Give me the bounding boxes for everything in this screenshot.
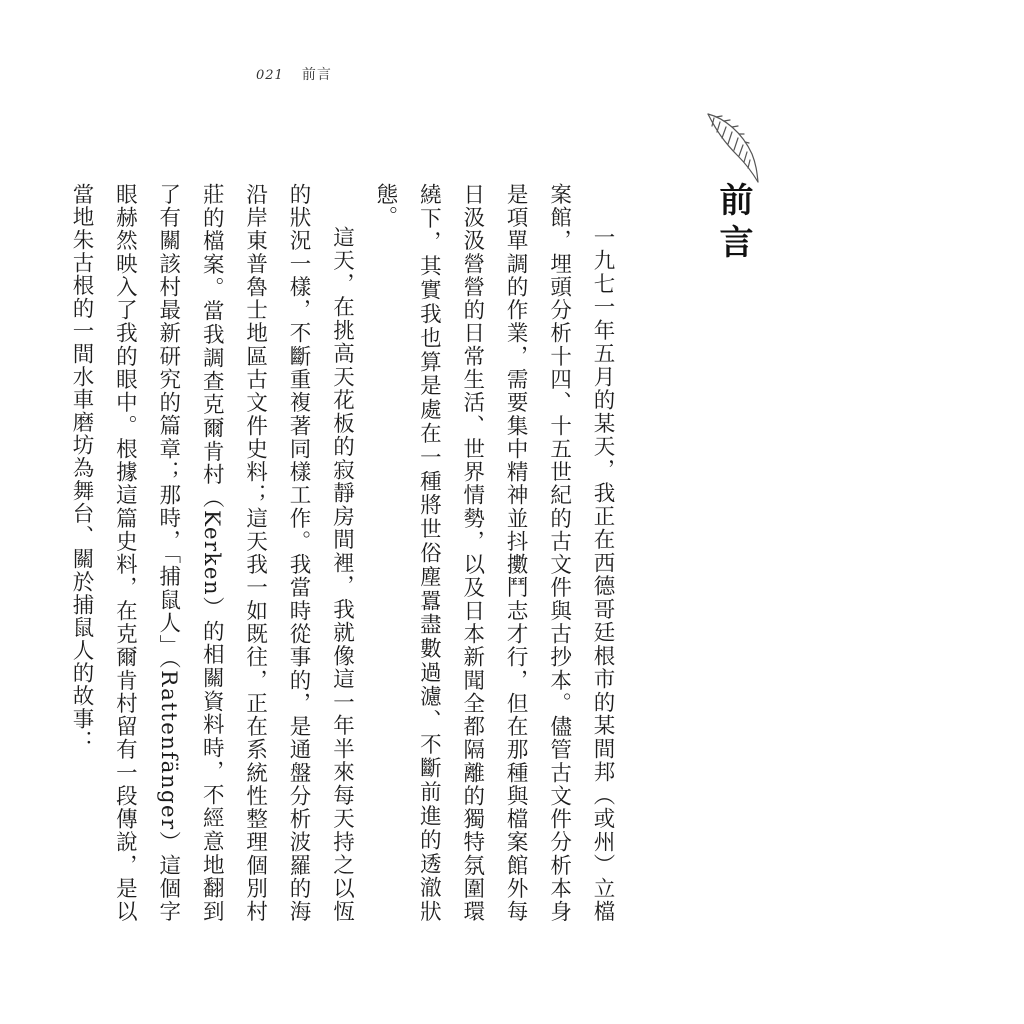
running-head-section: 前言: [301, 67, 332, 83]
running-head: [256, 64, 332, 84]
paragraph-1: 一九七一年五月的某天，我正在西德哥廷根市的某間邦（或州）立檔案館，埋頭分析十四、十五世紀的古文件與古抄本。儘管古文件分析本身是項單調的作業，需要集中精神並抖擻鬥志才行，但在那種與檔案館外每日汲汲營營的日常生活、世界情勢，以及日本新聞全都隔離的獨特氛圍環繞下，其實我也算是處在一種將世俗塵囂盡數過濾、不斷前進的透澈狀態。: [372, 183, 615, 923]
feather-quill-icon: [702, 108, 764, 186]
page-number: 021: [256, 68, 284, 83]
paragraph-2: 這天，在挑高天花板的寂靜房間裡，我就像這一年半來每天持之以恆的狀況一樣，不斷重複著同樣工作。我當時從事的，是通盤分析波羅的海沿岸東普魯士地區古文件史料；這天我一如既往，正在系統性整理個別村莊的檔案。當我調查克爾肯村（Kerken）的相關資料時，不經意地翻到了有關該村最新研究的篇章；那時，「捕鼠人」（Rattenfänger）這個字眼赫然映入了我的眼中。根據這篇史料，在克爾肯村留有一段傳說，是以當地朱古根的一間水車磨坊為舞台、關於捕鼠人的故事：: [68, 183, 355, 923]
body-text: [60, 183, 624, 923]
chapter-title: 前言: [713, 182, 753, 266]
